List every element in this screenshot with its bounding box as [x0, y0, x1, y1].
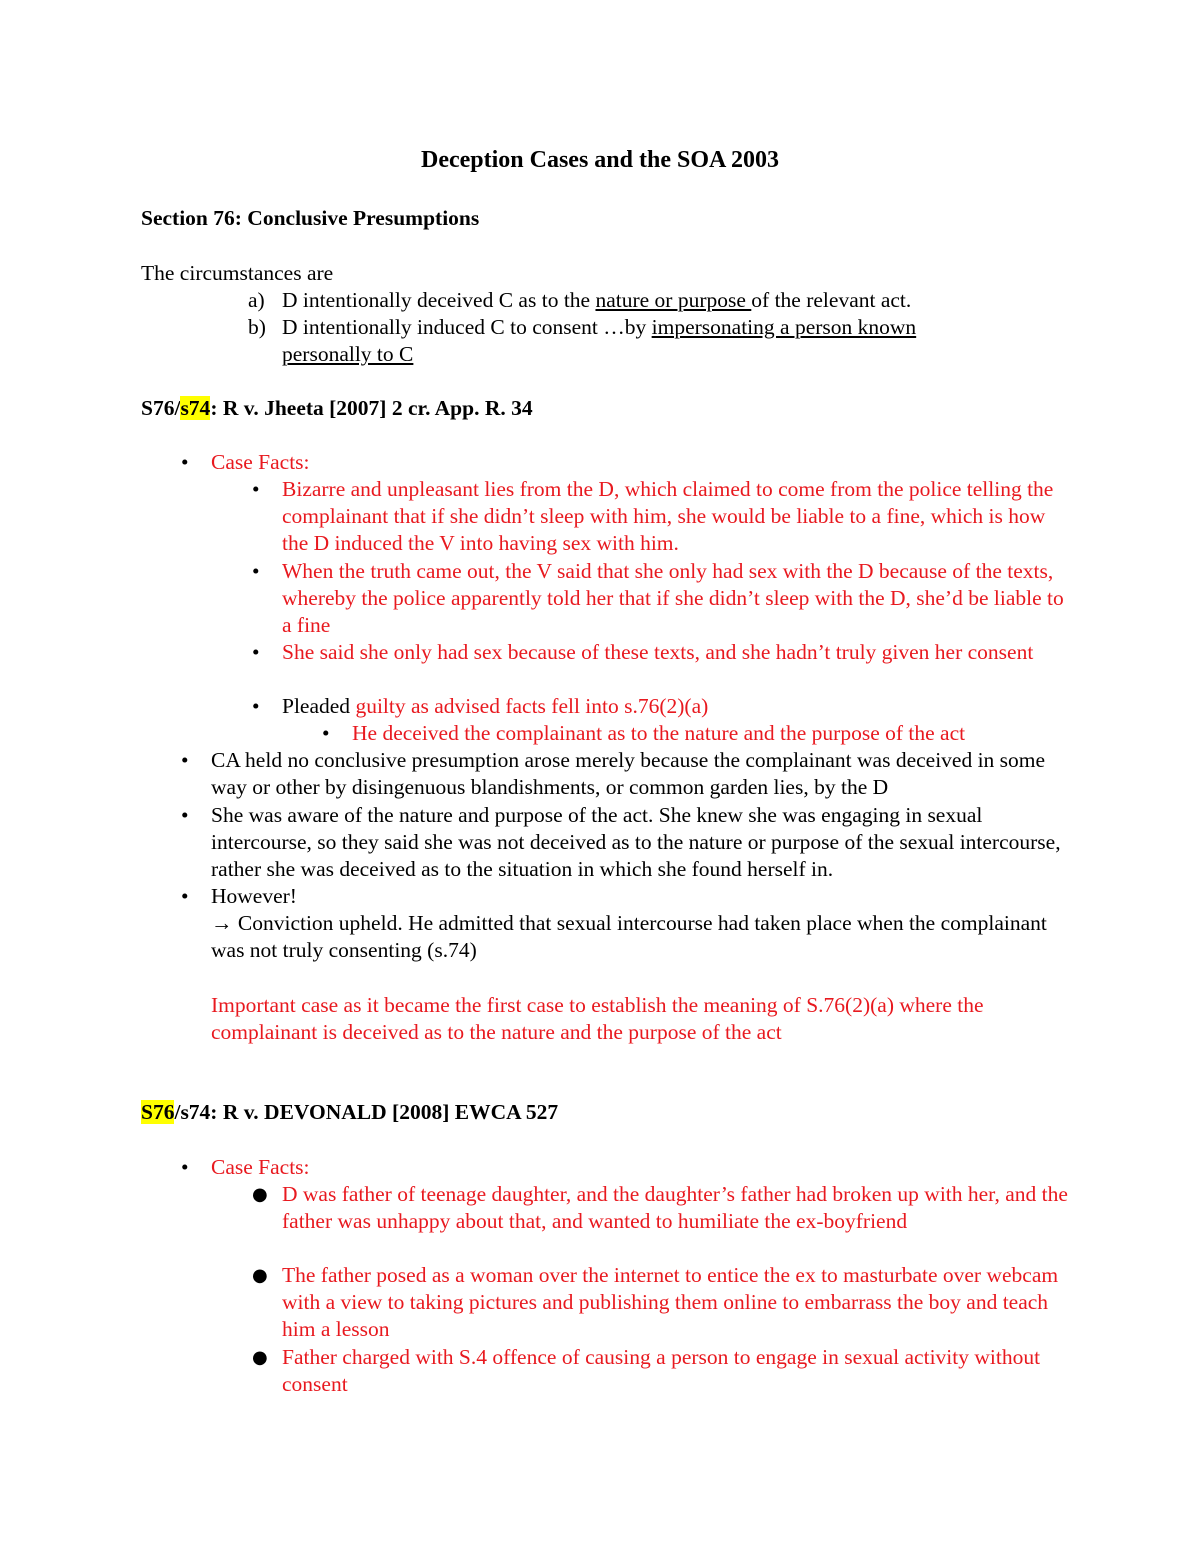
- list-item: • She was aware of the nature and purpose of the act. She knew she was engaging in sexual intercourse, so they said she was not deceived as to the nature or purpose of the sexual intercourse, rather she was deceived as to the situation in which she found herself in.: [181, 803, 1061, 881]
- bullet-icon: •: [252, 694, 260, 718]
- list-item: • When the truth came out, the V said that she only had sex with the D because of the texts, whereby the police apparently told her that if she didn’t sleep with the D, she’d be liable to a fine: [252, 559, 1064, 637]
- bullet-icon: •: [181, 450, 189, 474]
- bullet-icon: •: [181, 803, 189, 827]
- intro-text: The circumstances are: [141, 261, 334, 285]
- case-heading-jheeta: S76/s74: R v. Jheeta [2007] 2 cr. App. R. 34: [141, 396, 533, 420]
- list-item: • He deceived the complainant as to the nature and the purpose of the act: [322, 721, 966, 745]
- list-item: • However! → Conviction upheld. He admitted that sexual intercourse had taken place when the complainant was not truly consenting (s.74): [181, 884, 1047, 962]
- bullet-icon: •: [252, 559, 260, 583]
- arrow-icon: →: [211, 911, 233, 935]
- document-title: Deception Cases and the SOA 2003: [420, 147, 780, 173]
- list-item: ● The father posed as a woman over the internet to entice the ex to masturbate over webcam with a view to taking pictures and publishing them online to embarrass the boy and teach him a lesson: [252, 1263, 1059, 1341]
- list-marker: b): [248, 315, 266, 339]
- bullet-icon: •: [181, 884, 189, 908]
- list-item: a) D intentionally deceived C as to the nature or purpose of the relevant act.: [248, 288, 912, 312]
- case-facts-label: • Case Facts:: [181, 450, 310, 474]
- bullet-icon: ●: [252, 1184, 268, 1205]
- bullet-icon: ●: [252, 1265, 268, 1286]
- case-facts-label: • Case Facts:: [181, 1155, 310, 1179]
- list-item: • CA held no conclusive presumption arose merely because the complainant was deceived in some way or other by disingenuous blandishments, or common garden lies, by the D: [181, 748, 1046, 799]
- list-item: • She said she only had sex because of these texts, and she hadn’t truly given her consent: [252, 640, 1034, 664]
- list-item: b) D intentionally induced C to consent …by impersonating a person known personally to C: [248, 315, 917, 366]
- list-item: ● Father charged with S.4 offence of causing a person to engage in sexual activity without consent: [252, 1345, 1041, 1396]
- bullet-icon: •: [252, 477, 260, 501]
- important-note: Important case as it became the first case to establish the meaning of S.76(2)(a) where the complainant is deceived as to the nature and the purpose of the act: [211, 993, 984, 1044]
- list-item: • Bizarre and unpleasant lies from the D, which claimed to come from the police telling the complainant that if she didn’t sleep with him, she would be liable to a fine, which is how the D induced the V into having sex with him.: [252, 477, 1054, 555]
- list-item: ● D was father of teenage daughter, and the daughter’s father had broken up with her, and the father was unhappy about that, and wanted to humiliate the ex-boyfriend: [252, 1182, 1068, 1233]
- list-marker: a): [248, 288, 265, 312]
- case-heading-devonald: S76/s74: R v. DEVONALD [2008] EWCA 527: [141, 1100, 559, 1124]
- bullet-icon: •: [252, 640, 260, 664]
- bullet-icon: ●: [252, 1347, 268, 1368]
- section-heading: Section 76: Conclusive Presumptions: [141, 206, 480, 230]
- bullet-icon: •: [181, 1155, 189, 1179]
- bullet-icon: •: [181, 748, 189, 772]
- bullet-icon: •: [322, 721, 330, 745]
- list-item: • Pleaded guilty as advised facts fell into s.76(2)(a): [252, 694, 709, 718]
